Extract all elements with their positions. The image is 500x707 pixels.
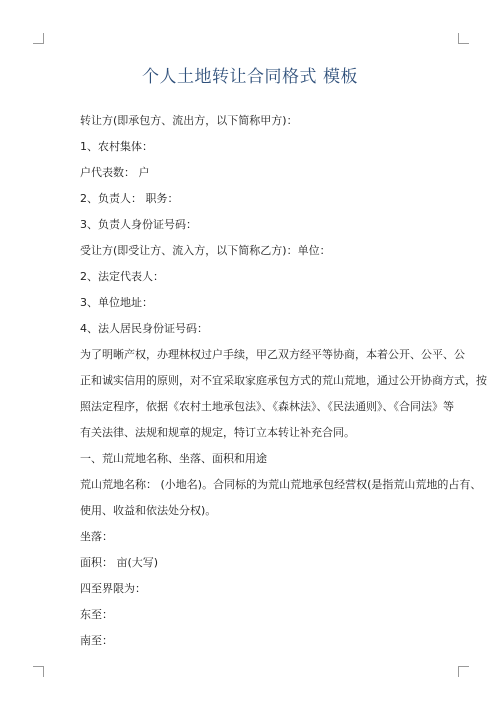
paragraph-responsible-id: 3、负责人身份证号码： <box>80 218 197 231</box>
paragraph-preamble-line-3: 照法定程序，依据《农村土地承包法》、《森林法》、《民法通则》、《合同法》等 <box>80 400 454 413</box>
paragraph-location: 坐落： <box>80 530 113 543</box>
paragraph-land-name-line-2: 使用、收益和依法处分权)。 <box>80 504 217 517</box>
paragraph-household-count: 户代表数： 户 <box>80 166 150 179</box>
paragraph-land-name-line-1: 荒山荒地名称： (小地名)。合同标的为荒山荒地承包经营权(是指荒山荒地的占有、 <box>80 478 482 491</box>
paragraph-legal-person-id: 4、法人居民身份证号码： <box>80 322 208 335</box>
paragraph-legal-representative: 2、法定代表人： <box>80 270 164 283</box>
paragraph-unit-address: 3、单位地址： <box>80 296 153 309</box>
document-title: 个人土地转让合同格式 模板 <box>142 67 358 87</box>
page-corner-mark-top-right <box>458 33 469 44</box>
section-heading-1: 一、荒山荒地名称、坐落、面积和用途 <box>80 452 267 465</box>
paragraph-preamble-line-1: 为了明晰产权，办理林权过户手续，甲乙双方经平等协商，本着公开、公平、公 <box>80 348 465 361</box>
paragraph-transferee: 受让方(即受让方、流入方，以下简称乙方)：单位： <box>80 244 331 257</box>
paragraph-preamble-line-4: 有关法律、法规和规章的规定，特订立本转让补充合同。 <box>80 426 355 439</box>
paragraph-area: 面积： 亩(大写) <box>80 556 159 569</box>
paragraph-transferor: 转让方(即承包方、流出方，以下简称甲方)： <box>80 114 298 127</box>
paragraph-east-boundary: 东至： <box>80 608 113 621</box>
paragraph-collective: 1、农村集体： <box>80 140 153 153</box>
paragraph-south-boundary: 南至： <box>80 634 113 647</box>
document-body <box>80 108 487 654</box>
paragraph-boundaries: 四至界限为： <box>80 582 146 595</box>
paragraph-responsible-person: 2、负责人： 职务： <box>80 192 179 205</box>
page-corner-mark-bottom-right <box>458 666 469 677</box>
paragraph-preamble-line-2: 正和诚实信用的原则，对不宜采取家庭承包方式的荒山荒地，通过公开协商方式，按 <box>80 374 487 387</box>
page-corner-mark-bottom-left <box>33 666 44 677</box>
page-corner-mark-top-left <box>33 33 44 44</box>
